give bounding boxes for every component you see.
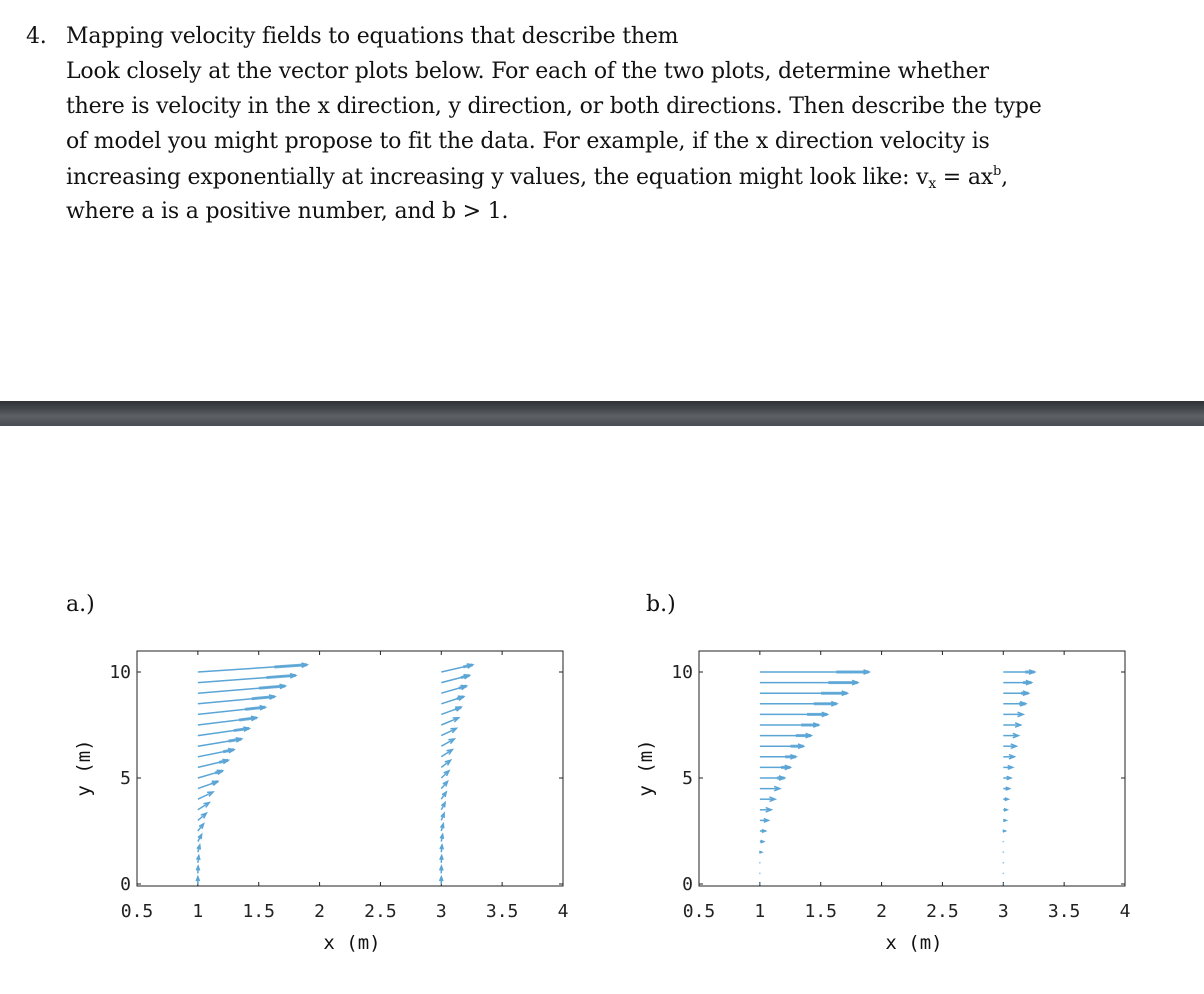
- quiver-arrow: [440, 824, 443, 831]
- quiver-arrow: [1003, 819, 1006, 821]
- quiver-arrow: [1002, 841, 1004, 843]
- quiver-arrow: [1003, 723, 1020, 727]
- quiver-arrow-dot: [1002, 841, 1004, 843]
- quiver-arrow-shaft: [198, 792, 213, 799]
- quiver-arrow: [441, 771, 449, 778]
- x-axis-label: x (m): [323, 932, 381, 954]
- plot-a: [73, 651, 568, 954]
- quiver-arrow: [1003, 776, 1011, 779]
- quiver-arrow: [1003, 830, 1006, 832]
- quiver-arrow-shaft: [441, 728, 456, 735]
- y-tick-label: 0: [120, 874, 131, 895]
- quiver-arrow: [440, 866, 443, 873]
- x-tick-label: 0.5: [120, 901, 154, 922]
- quiver-arrow: [759, 873, 761, 875]
- quiver-arrow-dot: [759, 883, 761, 885]
- plot-b: [635, 651, 1130, 954]
- quiver-arrow-tip: [457, 697, 464, 699]
- quiver-arrow: [760, 691, 847, 695]
- quiver-arrow: [440, 856, 443, 863]
- quiver-arrow: [760, 702, 837, 706]
- quiver-arrow: [198, 770, 223, 778]
- quiver-arrow: [760, 755, 796, 759]
- quiver-arrow: [441, 664, 472, 672]
- x-tick-label: 1: [754, 901, 766, 922]
- quiver-arrow-tip: [459, 686, 467, 688]
- quiver-arrow-dot: [759, 862, 761, 864]
- quiver-arrow: [441, 792, 446, 799]
- quiver-arrow: [440, 877, 443, 884]
- y-tick-label: 10: [671, 662, 693, 683]
- y-tick-label: 10: [109, 662, 131, 683]
- quiver-arrow: [441, 760, 450, 767]
- equation-subscript: x: [928, 176, 937, 192]
- quiver-arrow: [441, 781, 447, 788]
- quiver-arrow: [759, 862, 761, 864]
- quiver-arrow: [1003, 680, 1031, 684]
- quiver-arrow: [1003, 755, 1014, 759]
- x-tick-label: 1.5: [804, 901, 837, 922]
- quiver-arrow-dot: [1002, 851, 1004, 853]
- quiver-arrow-tip: [212, 781, 218, 783]
- quiver-arrow-tip: [219, 760, 228, 762]
- y-tick-label: 0: [682, 874, 693, 895]
- quiver-arrow-dot: [759, 873, 761, 875]
- quiver-arrow: [760, 819, 769, 823]
- quiver-arrow: [198, 803, 209, 810]
- quiver-arrow: [198, 727, 249, 736]
- quiver-arrow: [760, 733, 811, 737]
- quiver-arrow-tip: [228, 739, 241, 741]
- quiver-arrow: [1003, 702, 1025, 706]
- quiver-arrow: [198, 759, 228, 767]
- quiver-arrow: [198, 824, 204, 831]
- quiver-arrow-head: [1003, 830, 1006, 832]
- x-tick-label: 1.5: [242, 901, 275, 922]
- quiver-arrow: [198, 781, 218, 788]
- quiver-arrow: [441, 707, 461, 714]
- quiver-arrow-tip: [223, 750, 234, 752]
- quiver-arrow: [198, 684, 285, 693]
- quiver-arrow: [196, 866, 199, 873]
- quiver-arrow: [1003, 809, 1007, 811]
- quiver-arrow: [1002, 883, 1004, 885]
- quiver-arrow: [441, 718, 458, 725]
- quiver-arrow: [760, 786, 780, 790]
- question-text-line: of model you might propose to fit the data. For example, if the x direction velocity is: [66, 129, 990, 154]
- quiver-arrow: [441, 685, 466, 693]
- quiver-arrow: [760, 680, 858, 684]
- quiver-arrow: [760, 765, 790, 769]
- quiver-arrow: [760, 670, 869, 674]
- y-tick-label: 5: [120, 768, 131, 789]
- quiver-arrow: [441, 750, 452, 757]
- quiver-arrow: [1002, 851, 1004, 853]
- x-tick-label: 2: [314, 901, 325, 922]
- quiver-arrow: [1003, 670, 1034, 674]
- equation-middle: = ax: [936, 165, 993, 190]
- quiver-arrow: [198, 813, 207, 820]
- quiver-arrow: [759, 883, 761, 885]
- question-text-line: there is velocity in the x direction, y direction, or both directions. Then describe the type: [66, 94, 1042, 119]
- quiver-arrow-dot: [1002, 883, 1004, 885]
- quiver-arrow: [198, 663, 307, 672]
- quiver-arrow: [1003, 733, 1018, 737]
- axes-frame: [137, 651, 563, 886]
- equation-suffix: ,: [1001, 165, 1008, 190]
- quiver-arrow-tip: [463, 665, 472, 667]
- equation-prefix: increasing exponentially at increasing y values, the equation might look like: v: [66, 165, 929, 190]
- x-axis-label: x (m): [885, 932, 943, 954]
- quiver-arrow: [198, 834, 202, 841]
- x-tick-label: 2: [876, 901, 887, 922]
- quiver-arrow-tip: [455, 707, 461, 709]
- quiver-arrow: [197, 845, 200, 852]
- panel-b-label: b.): [646, 592, 676, 617]
- quiver-arrow: [1003, 765, 1012, 769]
- quiver-arrow: [441, 696, 463, 704]
- y-axis-label: y (m): [635, 739, 657, 797]
- quiver-arrow: [441, 728, 456, 735]
- x-tick-label: 2.5: [364, 901, 397, 922]
- x-tick-label: 4: [1119, 901, 1131, 922]
- quiver-arrow: [196, 877, 199, 884]
- quiver-arrow: [440, 845, 443, 852]
- quiver-arrow: [441, 675, 469, 683]
- x-tick-label: 0.5: [682, 901, 716, 922]
- x-tick-label: 2.5: [926, 901, 959, 922]
- quiver-arrow: [1003, 712, 1023, 716]
- axes-frame: [699, 651, 1125, 886]
- quiver-arrow: [760, 744, 804, 748]
- question-title: Mapping velocity fields to equations that describe them: [66, 24, 679, 49]
- x-tick-label: 3.5: [485, 901, 519, 922]
- question-text-line: Look closely at the vector plots below. For each of the two plots, determine whether: [66, 59, 989, 84]
- quiver-arrow: [1003, 691, 1028, 695]
- quiver-arrow: [760, 830, 766, 833]
- quiver-arrow-tip: [215, 771, 222, 773]
- quiver-arrow: [440, 834, 443, 841]
- x-tick-label: 4: [557, 901, 569, 922]
- quiver-arrow: [760, 723, 819, 727]
- question-text-line: where a is a positive number, and b > 1.: [66, 199, 509, 224]
- quiver-arrow: [198, 738, 242, 746]
- quiver-arrow: [1003, 798, 1008, 801]
- quiver-arrow: [1003, 787, 1009, 790]
- quiver-arrow: [760, 712, 827, 716]
- quiver-arrow-shaft: [441, 718, 458, 725]
- y-axis-label: y (m): [73, 739, 95, 797]
- quiver-arrow: [197, 856, 200, 863]
- x-tick-label: 1: [192, 901, 204, 922]
- quiver-arrow-head: [759, 851, 761, 853]
- quiver-arrow-dot: [1002, 873, 1004, 875]
- y-tick-label: 5: [682, 768, 693, 789]
- x-tick-label: 3.5: [1047, 901, 1081, 922]
- question-number: 4.: [26, 24, 47, 49]
- quiver-arrow: [760, 808, 771, 812]
- panel-a-label: a.): [66, 592, 95, 617]
- quiver-arrow: [198, 695, 275, 704]
- quiver-arrow: [441, 813, 444, 820]
- quiver-arrow: [1002, 873, 1004, 875]
- quiver-arrow: [760, 840, 764, 842]
- quiver-arrow: [759, 851, 761, 853]
- x-tick-label: 3: [997, 901, 1009, 922]
- quiver-arrow: [198, 792, 213, 799]
- quiver-arrow: [760, 797, 775, 801]
- quiver-arrow-shaft: [441, 739, 454, 746]
- x-tick-label: 3: [435, 901, 447, 922]
- quiver-arrow: [198, 716, 257, 725]
- quiver-arrow-tip: [461, 675, 469, 677]
- quiver-arrow: [760, 776, 785, 780]
- quiver-arrow-dot: [1002, 862, 1004, 864]
- quiver-arrow: [1002, 862, 1004, 864]
- quiver-arrow: [441, 739, 454, 746]
- quiver-arrow: [1003, 744, 1016, 748]
- quiver-arrow: [198, 674, 296, 683]
- quiver-arrow: [198, 749, 234, 757]
- equation-superscript: b: [992, 164, 1002, 179]
- quiver-arrow-tip: [234, 728, 249, 730]
- quiver-arrow: [198, 706, 265, 715]
- quiver-arrow: [441, 803, 445, 810]
